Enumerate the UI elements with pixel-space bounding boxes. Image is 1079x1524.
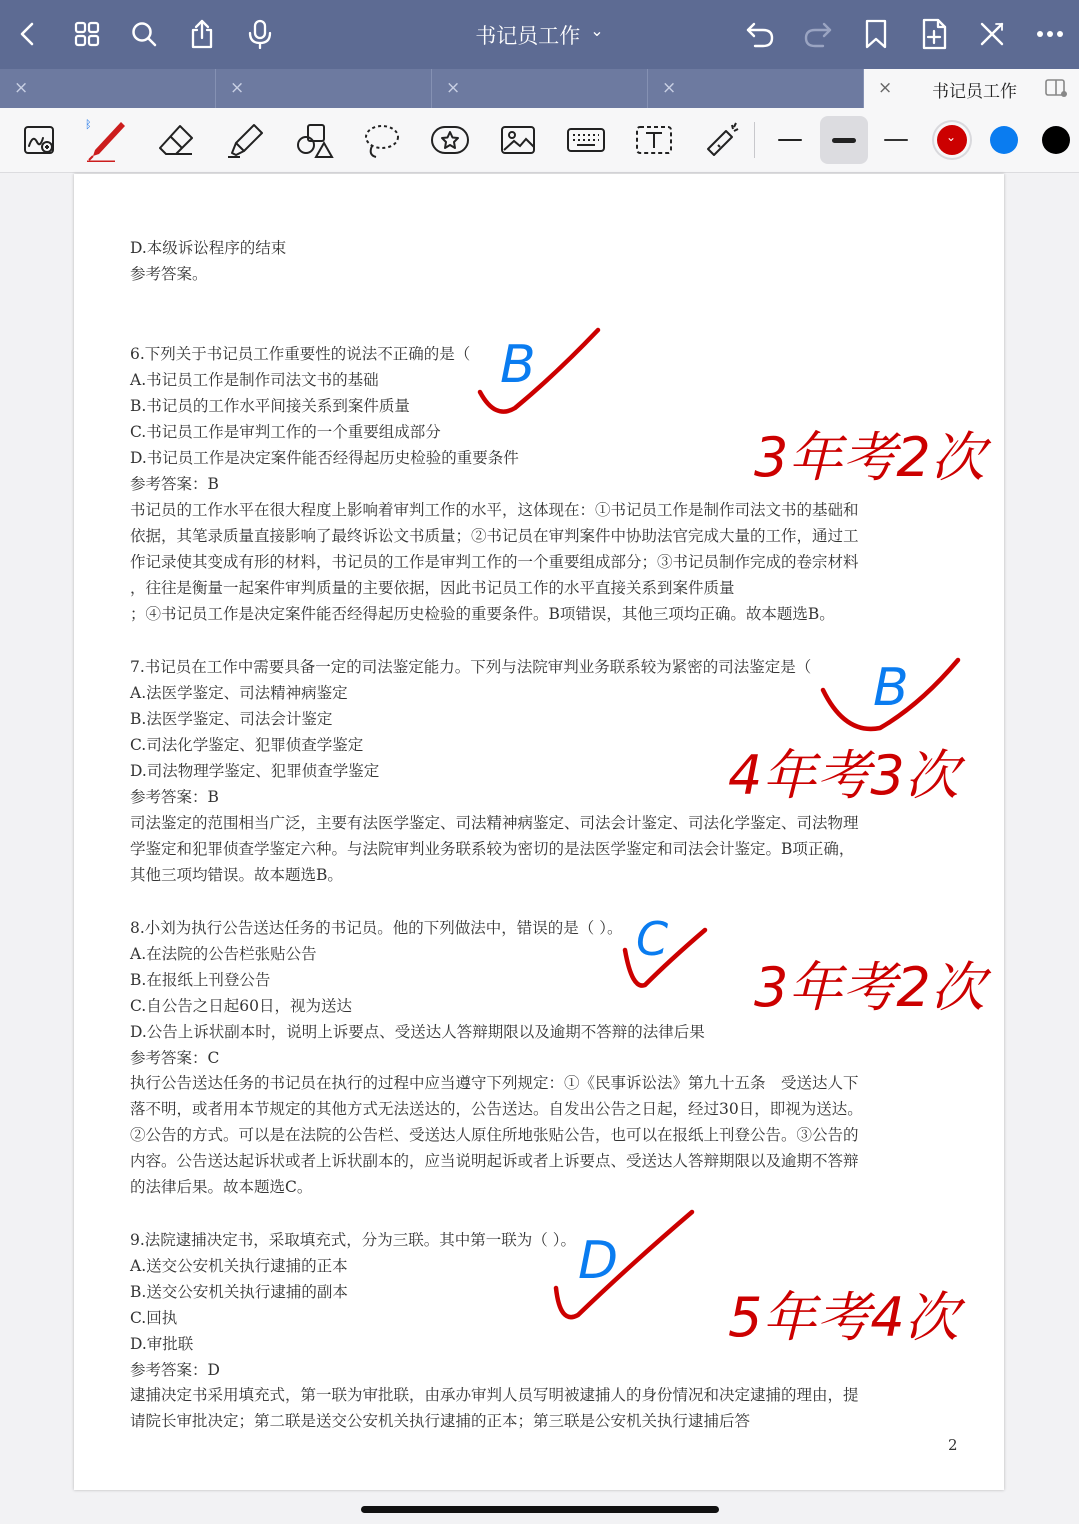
tab-3[interactable] xyxy=(432,69,648,108)
explanation-line: ②公告的方式。可以是在法院的公告栏、受送达人原住所地张贴公告，也可以在报纸上刊登公告。③公告的 xyxy=(130,1126,859,1144)
handwritten-note-q8: 3年考2次 xyxy=(754,956,985,1019)
sticker-icon[interactable] xyxy=(428,118,472,162)
share-icon[interactable] xyxy=(182,14,222,54)
tab-close-icon[interactable]: × xyxy=(662,78,677,98)
explanation-line: 依据，其笔录质量直接影响了最终诉讼文书质量；②书记员在审判案件中协助法官完成大量的工作，通过工 xyxy=(130,527,859,545)
option-line: D.审批联 xyxy=(130,1335,194,1353)
svg-text:ᛒ: ᛒ xyxy=(85,118,92,131)
explanation-line: 的法律后果。故本题选C。 xyxy=(130,1178,313,1196)
chevron-down-icon[interactable]: ⌄ xyxy=(590,21,604,40)
tab-4[interactable] xyxy=(648,69,864,108)
explanation-line: 其他三项均错误。故本题选B。 xyxy=(130,866,343,884)
question-7: 7.书记员在工作中需要具备一定的司法鉴定能力。下列与法院审判业务联系较为紧密的司法鉴定是（ xyxy=(130,658,812,676)
tab-bar xyxy=(0,69,1079,108)
redo-icon[interactable] xyxy=(798,14,838,54)
question-8: 8.小刘为执行公告送达任务的书记员。他的下列做法中，错误的是（ ）。 xyxy=(130,919,623,937)
explanation-line: 执行公告送达任务的书记员在执行的过程中应当遵守下列规定：①《民事诉讼法》第九十五条 受送达人下 xyxy=(130,1074,859,1092)
explanation-line: 司法鉴定的范围相当广泛，主要有法医学鉴定、司法精神病鉴定、司法会计鉴定、司法化学鉴定、司法物理 xyxy=(130,814,859,832)
add-page-icon[interactable] xyxy=(914,14,954,54)
drawing-toolbar xyxy=(0,108,1079,173)
explanation-line: 内容。公告送达起诉状或者上诉状副本的，应当说明起诉或者上诉要点、受送达人答辩期限以及逾期不答辩 xyxy=(130,1152,859,1170)
pen-icon[interactable] xyxy=(84,118,128,162)
option-line: A.在法院的公告栏张贴公告 xyxy=(130,945,317,963)
bookmark-icon[interactable] xyxy=(856,14,896,54)
tab-2[interactable] xyxy=(216,69,432,108)
tab-close-icon[interactable]: × xyxy=(230,78,245,98)
explanation-line: 书记员的工作水平在很大程度上影响着审判工作的水平，这体现在：①书记员工作是制作司法文书的基础和 xyxy=(130,501,859,519)
laser-pointer-icon[interactable] xyxy=(700,118,744,162)
tab-active[interactable] xyxy=(864,69,1079,108)
explanation-line: 请院长审批决定；第二联是送交公安机关执行逮捕的正本；第三联是公安机关执行逮捕后答 xyxy=(130,1412,751,1430)
grid-icon[interactable] xyxy=(67,14,107,54)
tab-close-icon[interactable]: × xyxy=(446,78,461,98)
option-line: A.书记员工作是制作司法文书的基础 xyxy=(130,371,379,389)
color-black-swatch[interactable] xyxy=(1042,126,1070,154)
lasso-zoom-icon[interactable] xyxy=(18,118,62,162)
option-line: A.送交公安机关执行逮捕的正本 xyxy=(130,1257,348,1275)
answer-line: 参考答案：C xyxy=(130,1049,220,1067)
top-navigation-bar xyxy=(0,0,1079,69)
option-line: C.自公告之日起60日，视为送达 xyxy=(130,997,352,1015)
question-6: 6.下列关于书记员工作重要性的说法不正确的是（ xyxy=(130,345,471,363)
color-blue-swatch[interactable] xyxy=(990,126,1018,154)
option-line: C.司法化学鉴定、犯罪侦查学鉴定 xyxy=(130,736,364,754)
line-thick-option[interactable] xyxy=(820,116,868,164)
line-medium-option[interactable] xyxy=(874,118,918,162)
option-line: D.本级诉讼程序的结束 xyxy=(130,239,287,257)
highlighter-icon[interactable] xyxy=(224,118,268,162)
explanation-line: 作记录使其变成有形的材料，书记员的工作是审判工作的一个重要组成部分；③书记员制作完成的卷宗材料 xyxy=(130,553,859,571)
question-9: 9.法院逮捕决定书，采取填充式，分为三联。其中第一联为（ ）。 xyxy=(130,1231,576,1249)
explanation-line: 落不明，或者用本节规定的其他方式无法送达的，公告送达。自发出公告之日起，经过30日，即视为送达。 xyxy=(130,1100,863,1118)
option-line: B.在报纸上刊登公告 xyxy=(130,971,271,989)
option-line: D.司法物理学鉴定、犯罪侦查学鉴定 xyxy=(130,762,380,780)
handwritten-note-q7: 4年考3次 xyxy=(728,744,959,807)
tab-label: 书记员工作 xyxy=(932,82,1017,102)
more-icon[interactable] xyxy=(1030,14,1070,54)
answer-line: 参考答案。 xyxy=(130,265,208,283)
handwritten-answer-q9: D xyxy=(578,1231,619,1291)
handwritten-answer-q8: C xyxy=(636,912,669,966)
option-line: C.回执 xyxy=(130,1309,178,1327)
tab-close-icon[interactable]: × xyxy=(14,78,29,98)
explanation-line: ，往往是衡量一起案件审判质量的主要依据，因此书记员工作的水平直接关系到案件质量 xyxy=(130,579,735,597)
search-icon[interactable] xyxy=(124,14,164,54)
handwritten-answer-q7: B xyxy=(873,658,909,718)
chevron-down-icon: ⌄ xyxy=(946,130,957,144)
option-line: B.送交公安机关执行逮捕的副本 xyxy=(130,1283,348,1301)
back-icon[interactable] xyxy=(8,14,48,54)
explanation-line: ；④书记员工作是决定案件能否经得起历史检验的重要条件。B项错误，其他三项均正确。故本题选B。 xyxy=(130,605,835,623)
option-line: D.书记员工作是决定案件能否经得起历史检验的重要条件 xyxy=(130,449,519,467)
close-pen-icon[interactable] xyxy=(972,14,1012,54)
document-title[interactable]: 书记员工作 xyxy=(475,23,581,48)
line-thin-option[interactable] xyxy=(768,118,812,162)
handwritten-note-q6: 3年考2次 xyxy=(754,426,985,489)
document-page[interactable] xyxy=(74,174,1004,1490)
answer-line: 参考答案：D xyxy=(130,1361,220,1379)
option-line: B.书记员的工作水平间接关系到案件质量 xyxy=(130,397,410,415)
answer-line: 参考答案：B xyxy=(130,475,219,493)
split-view-icon[interactable] xyxy=(1045,79,1067,102)
page-number: 2 xyxy=(948,1436,958,1454)
microphone-icon[interactable] xyxy=(240,14,280,54)
option-line: B.法医学鉴定、司法会计鉴定 xyxy=(130,710,333,728)
home-indicator[interactable] xyxy=(361,1506,719,1513)
explanation-line: 逮捕决定书采用填充式，第一联为审批联，由承办审判人员写明被逮捕人的身份情况和决定逮捕的理由，提 xyxy=(130,1386,859,1404)
image-icon[interactable] xyxy=(496,118,540,162)
toolbar-divider xyxy=(754,122,755,158)
keyboard-icon[interactable] xyxy=(564,118,608,162)
tab-close-icon[interactable]: × xyxy=(878,78,893,98)
option-line: D.公告上诉状副本时，说明上诉要点、受送达人答辩期限以及逾期不答辩的法律后果 xyxy=(130,1023,705,1041)
shapes-icon[interactable] xyxy=(292,118,336,162)
handwritten-answer-q6: B xyxy=(500,335,536,395)
explanation-line: 学鉴定和犯罪侦查学鉴定六种。与法院审判业务联系较为密切的是法医学鉴定和司法会计鉴定。B项正确， xyxy=(130,840,855,858)
tab-1[interactable] xyxy=(0,69,216,108)
handwritten-note-q9: 5年考4次 xyxy=(728,1286,959,1349)
answer-line: 参考答案：B xyxy=(130,788,219,806)
option-line: C.书记员工作是审判工作的一个重要组成部分 xyxy=(130,423,441,441)
option-line: A.法医学鉴定、司法精神病鉴定 xyxy=(130,684,348,702)
color-red-swatch[interactable] xyxy=(937,125,967,155)
undo-icon[interactable] xyxy=(740,14,780,54)
eraser-icon[interactable] xyxy=(154,118,198,162)
text-box-icon[interactable] xyxy=(632,118,676,162)
lasso-icon[interactable] xyxy=(360,118,404,162)
